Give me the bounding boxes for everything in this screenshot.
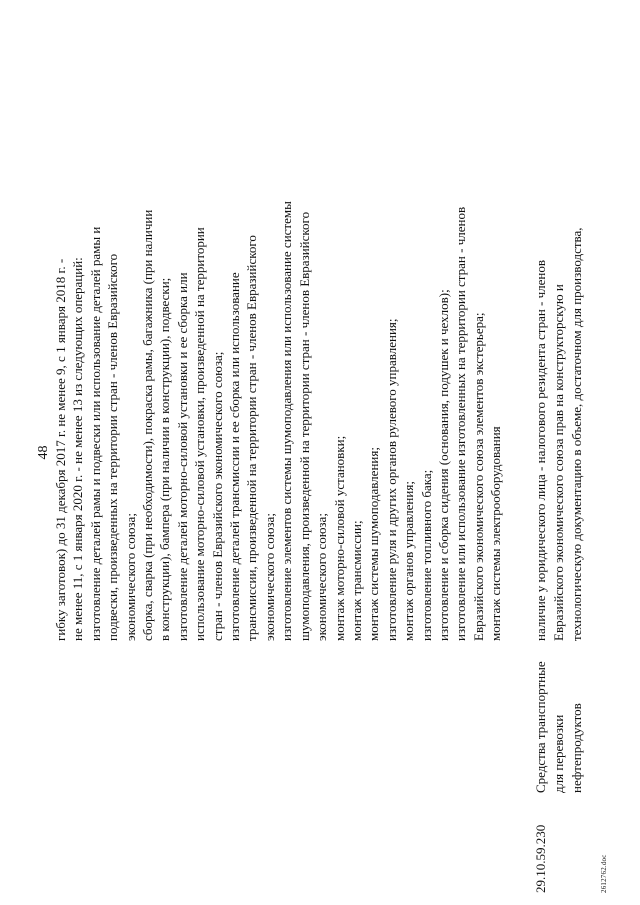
requirement-line: изготовление руля и других органов рулевого управления; [383,318,399,641]
requirement-line: не менее 11, с 1 января 2020 г. - не менее 13 из следующих операций: [70,257,86,641]
requirement-line: гибку заготовок) до 31 декабря 2017 г. не менее 9, с 1 января 2018 г. - [53,258,68,641]
requirement-line: экономического союза; [122,513,138,641]
requirement-line: стран - членов Евразийского экономического союза; [209,351,225,641]
requirement-line: изготовление деталей трансмиссии и ее сборка или использование [227,272,243,641]
requirement-line: изготовление деталей моторно-силовой установки и ее сборка или [174,272,190,641]
product-name [532,643,586,793]
requirement-line: изготовление элементов системы шумоподавления или использование системы [279,201,295,641]
requirement-line: в конструкции), бампера (при наличии в конструкции), подвески; [157,277,173,641]
requirement-line: изготовление топливного бака; [418,469,434,641]
requirement-line: подвески, произведенных на территории стран - членов Евразийского [105,253,121,641]
requirement-line: трансмиссии, произведенной на территории стран - членов Евразийского [244,235,260,641]
requirement-line: Евразийского экономического союза элементов экстерьера; [470,312,486,641]
requirement-line: монтаж системы электрооборудования [488,426,504,641]
requirement-line: экономического союза; [314,513,330,641]
requirement-line: использование моторно-силовой установки, произведенной на территории [192,227,208,641]
requirement-line: монтаж моторно-силовой установки; [331,435,347,641]
requirement-line: монтаж трансмиссии; [348,520,364,641]
requirement-line: шумоподавления, произведенной на территории стран - членов Евразийского [296,211,312,641]
requirement-line: изготовление деталей рамы и подвески или использование деталей рамы и [87,226,103,641]
product-name-line: Средства транспортные [533,661,548,793]
product-name-line: для перевозки [551,714,566,793]
document-id: 2612762.doc [600,854,608,893]
requirement-line: монтаж системы шумоподавления; [366,447,382,641]
requirements-continued [52,1,505,641]
requirements-new-row [532,1,586,641]
requirement-line: технологическую документацию в объеме, достаточном для производства, [569,227,584,641]
requirement-line: Евразийского экономического союза прав на конструкторскую и [551,284,566,641]
page-number: 48 [36,445,51,460]
requirement-line: наличие у юридического лица - налогового резидента стран - членов [533,259,548,641]
requirement-line: изготовление или использование изготовленных на территории стран - членов [453,206,469,641]
requirement-line: экономического союза; [261,513,277,641]
requirement-line: монтаж органов управления; [401,481,417,641]
okpd-code: 29.10.59.230 [533,824,548,893]
product-name-line: нефтепродуктов [569,703,584,793]
requirement-line: сборка, сварка (при необходимости), покраска рамы, багажника (при наличии [140,209,156,641]
requirement-line: изготовление и сборка сидения (основания, подушек и чехлов); [435,289,451,641]
